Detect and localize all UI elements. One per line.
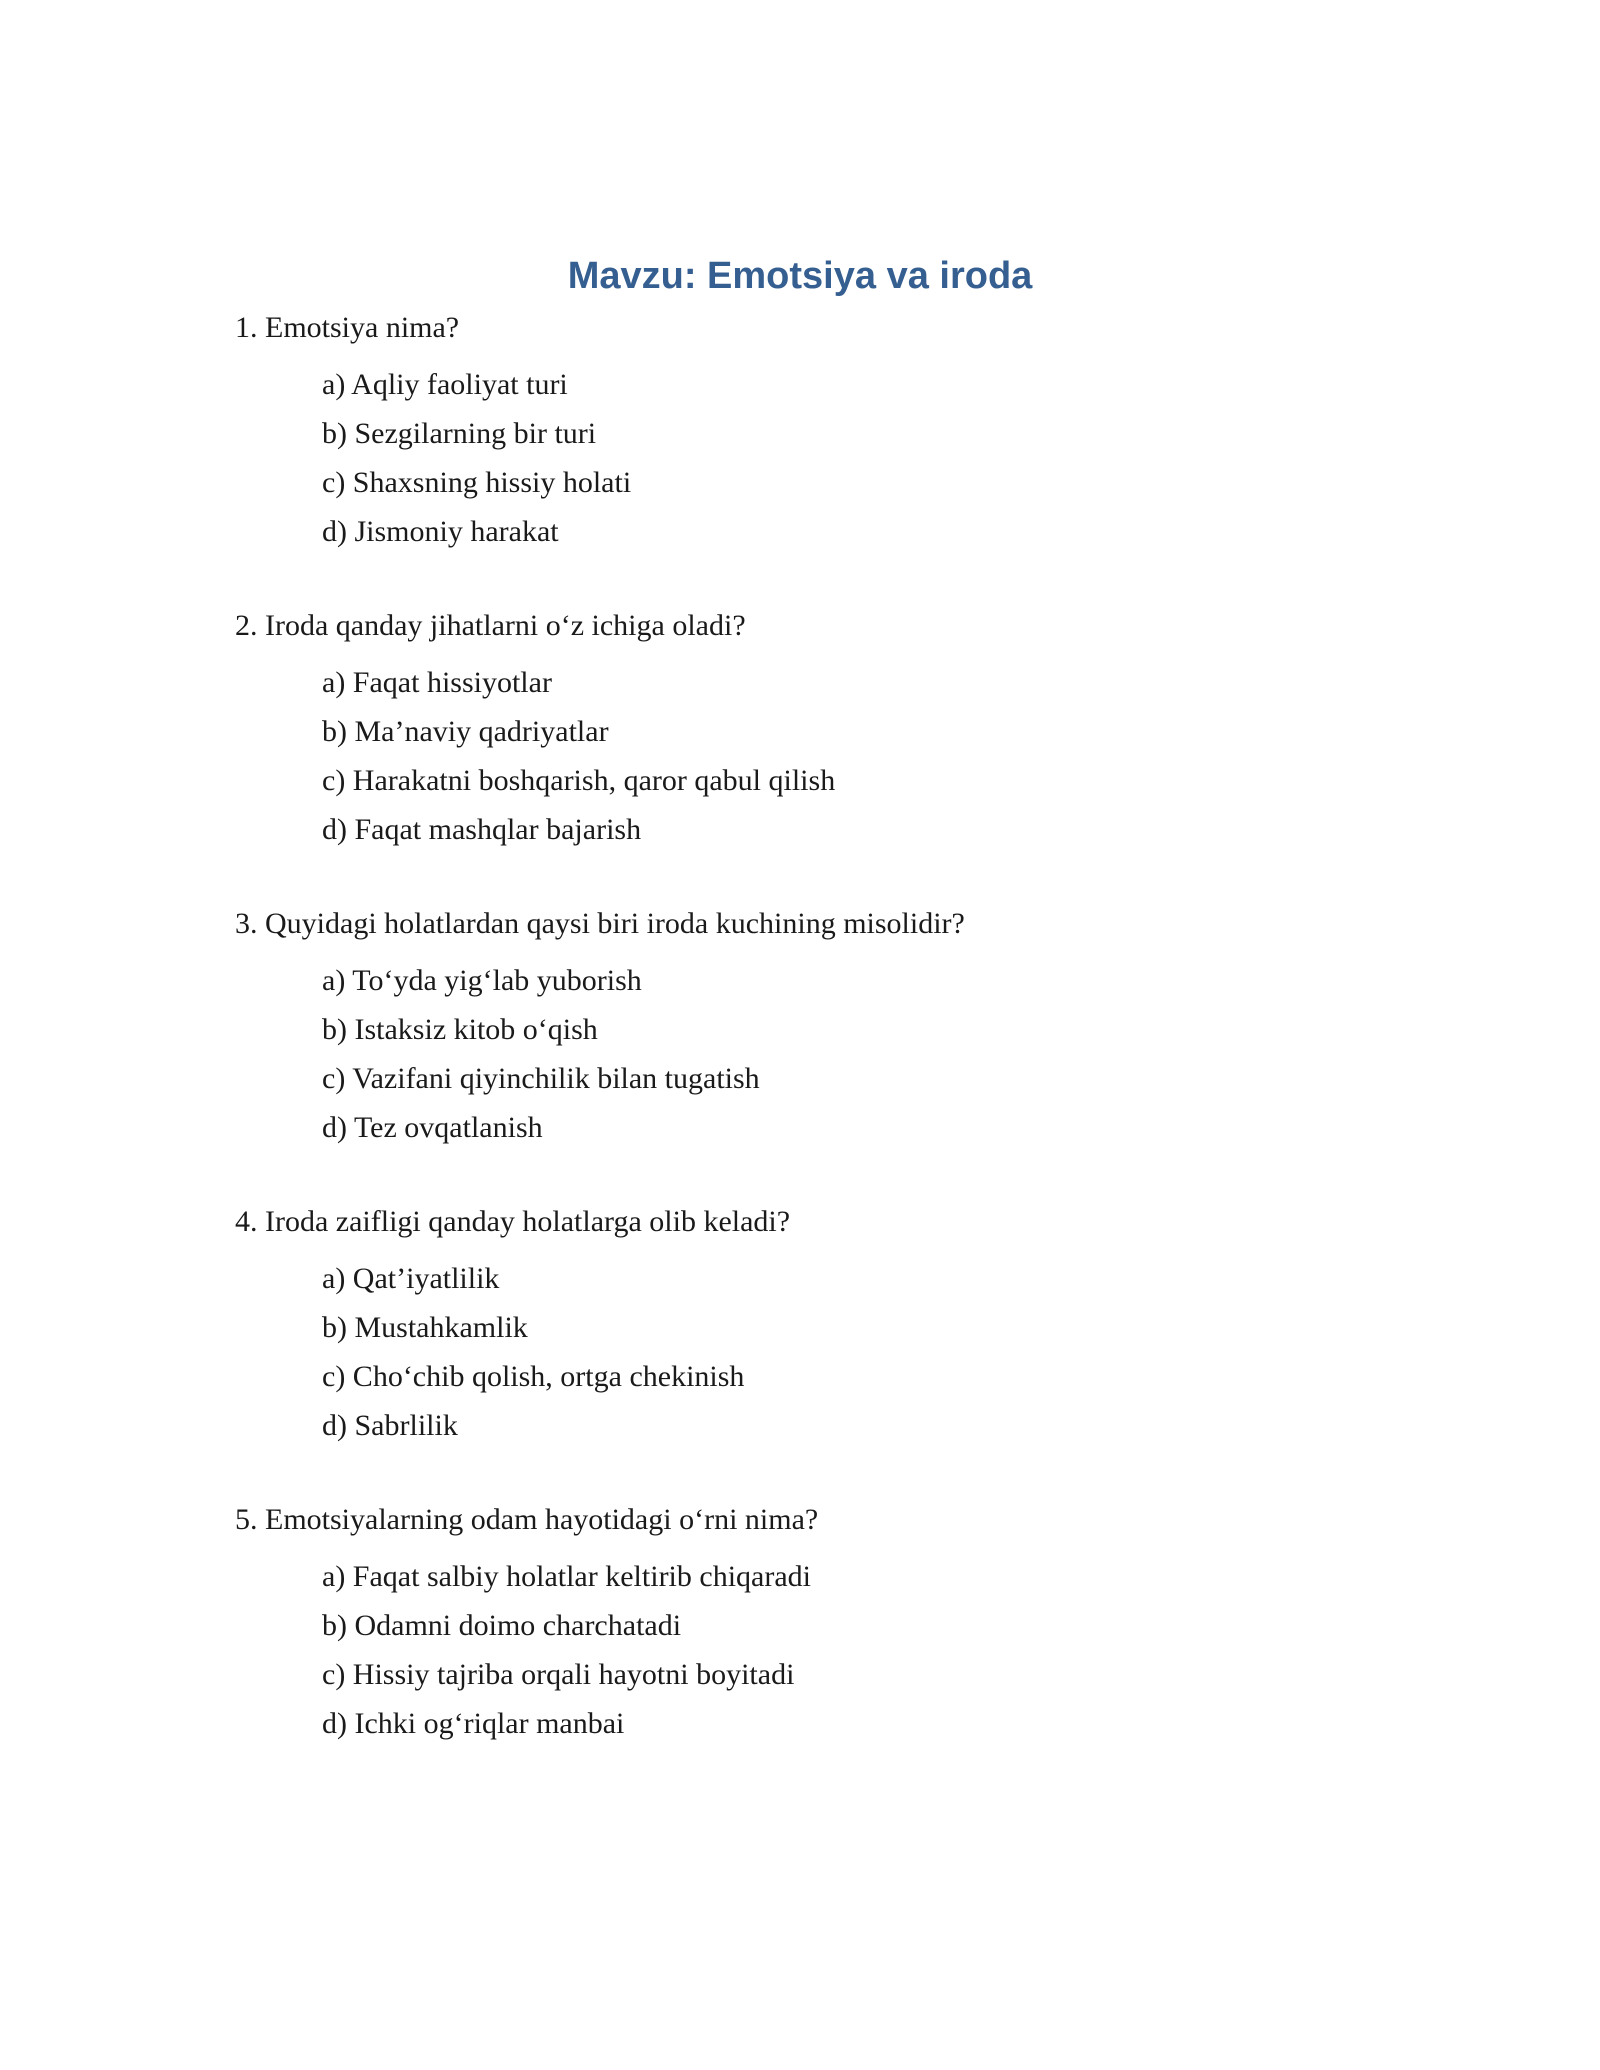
answer-option-d: d) Sabrlilik [322, 1409, 458, 1442]
question-text: 5. Emotsiyalarning odam hayotidagi o‘rni nima? [235, 1503, 819, 1536]
answer-option-a: a) Qat’iyatlilik [322, 1262, 500, 1295]
question-text: 4. Iroda zaifligi qanday holatlarga olib keladi? [235, 1205, 791, 1238]
answer-options [235, 1259, 1435, 1446]
answer-option-a: a) Faqat salbiy holatlar keltirib chiqaradi [322, 1560, 811, 1593]
answer-options [235, 365, 1435, 552]
answer-option-c: c) Harakatni boshqarish, qaror qabul qilish [322, 764, 836, 797]
answer-option-a: a) Faqat hissiyotlar [322, 666, 552, 699]
answer-option-b: b) Mustahkamlik [322, 1311, 528, 1344]
answer-option-a: a) To‘yda yig‘lab yuborish [322, 964, 642, 997]
question-text: 3. Quyidagi holatlardan qaysi biri iroda kuchining misolidir? [235, 907, 965, 940]
answer-option-c: c) Hissiy tajriba orqali hayotni boyitadi [322, 1658, 795, 1691]
question-text: 1. Emotsiya nima? [235, 311, 460, 344]
question-2 [235, 606, 1435, 850]
answer-option-b: b) Odamni doimo charchatadi [322, 1609, 682, 1642]
question-5 [235, 1500, 1435, 1744]
answer-option-d: d) Tez ovqatlanish [322, 1111, 543, 1144]
question-3 [235, 904, 1435, 1148]
answer-option-d: d) Ichki og‘riqlar manbai [322, 1707, 625, 1740]
answer-option-a: a) Aqliy faoliyat turi [322, 368, 568, 401]
page-title: Mavzu: Emotsiya va iroda [567, 255, 1033, 297]
answer-options [235, 1557, 1435, 1744]
answer-option-c: c) Shaxsning hissiy holati [322, 466, 632, 499]
question-4 [235, 1202, 1435, 1446]
answer-options [235, 961, 1435, 1148]
answer-option-b: b) Istaksiz kitob o‘qish [322, 1013, 598, 1046]
answer-option-b: b) Ma’naviy qadriyatlar [322, 715, 609, 748]
question-text: 2. Iroda qanday jihatlarni o‘z ichiga oladi? [235, 609, 746, 642]
answer-option-d: d) Jismoniy harakat [322, 515, 559, 548]
quiz-content [235, 308, 1435, 1798]
answer-option-b: b) Sezgilarning bir turi [322, 417, 597, 450]
answer-options [235, 663, 1435, 850]
answer-option-d: d) Faqat mashqlar bajarish [322, 813, 642, 846]
question-1 [235, 308, 1435, 552]
answer-option-c: c) Cho‘chib qolish, ortga chekinish [322, 1360, 745, 1393]
answer-option-c: c) Vazifani qiyinchilik bilan tugatish [322, 1062, 760, 1095]
